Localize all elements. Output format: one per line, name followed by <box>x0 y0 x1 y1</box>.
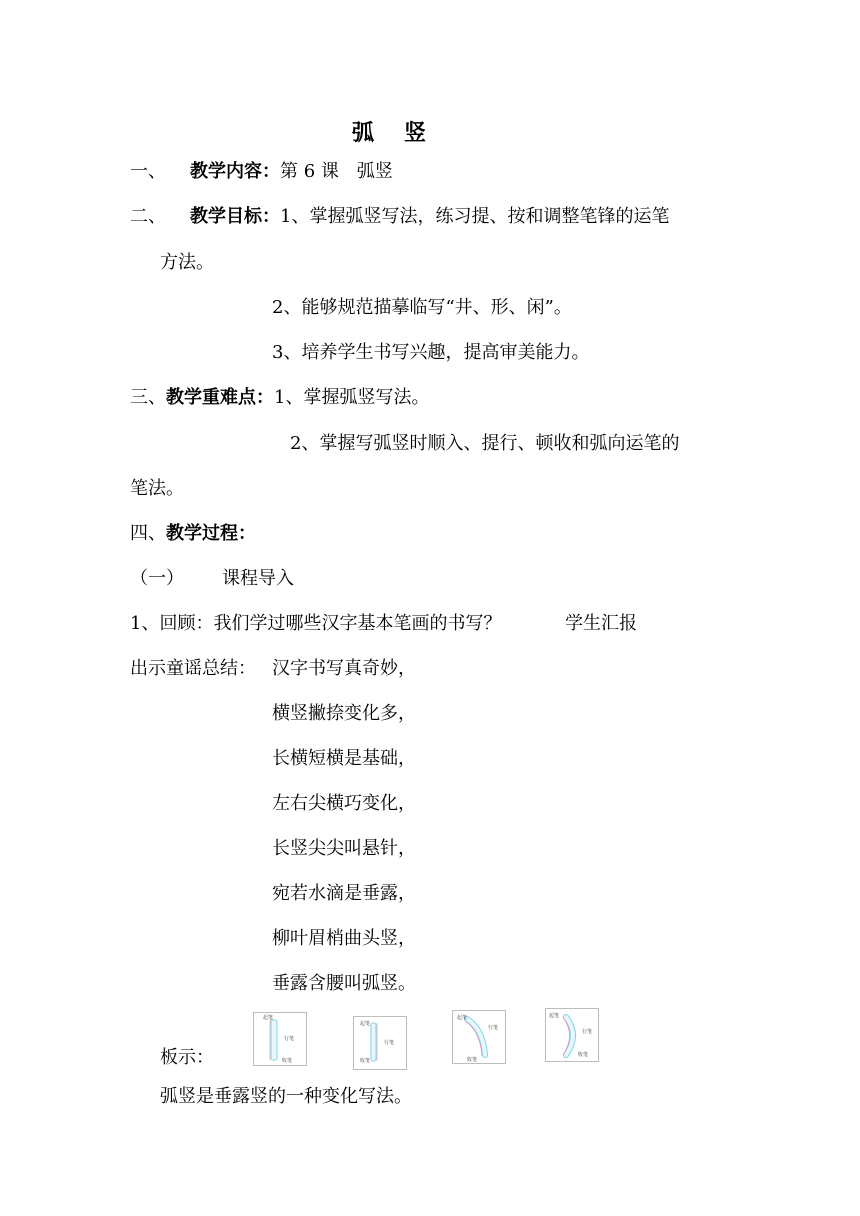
stroke-label-middle: 行笔 <box>284 1036 295 1042</box>
stroke-diagram-1 <box>253 1012 307 1066</box>
rhyme-line: 横竖撇捺变化多， <box>272 703 416 724</box>
section-2 <box>190 205 669 229</box>
title-char-2: 竖 <box>404 120 427 146</box>
stroke-label-end: 收笔 <box>467 1057 478 1063</box>
goal-2: 2、能够规范描摹临写“井、形、闲”。 <box>272 297 572 318</box>
closing-statement: 弧竖是垂露竖的一种变化写法。 <box>160 1086 412 1107</box>
section-1-text: 第 6 课 弧竖 <box>280 161 393 182</box>
stroke-diagram-4 <box>545 1008 599 1062</box>
point-2-line-1: 2、掌握写弧竖时顺入、提行、顿收和弧向运笔的 <box>290 433 680 454</box>
stroke-label-start: 起笔 <box>549 1013 560 1019</box>
stroke-label-start: 起笔 <box>263 1015 274 1021</box>
point-2-line-2: 笔法。 <box>130 478 184 499</box>
part-1-title: 课程导入 <box>222 568 294 589</box>
rhyme-line: 柳叶眉梢曲头竖， <box>272 928 416 949</box>
rhyme-line: 宛若水滴是垂露， <box>272 883 416 904</box>
section-1 <box>190 160 393 184</box>
stroke-label-end: 收笔 <box>282 1058 293 1064</box>
title-char-1: 弧 <box>352 120 375 146</box>
stroke-label-end: 收笔 <box>360 1058 371 1064</box>
stroke-label-start: 起笔 <box>457 1015 468 1021</box>
board-label: 板示： <box>160 1047 214 1068</box>
goal-1-line-1: 1、掌握弧竖写法，练习提、按和调整笔锋的运笔 <box>280 206 670 227</box>
review-question: 1、回顾：我们学过哪些汉字基本笔画的书写？ <box>130 613 502 634</box>
stroke-label-start: 起笔 <box>360 1021 371 1027</box>
rhyme-line: 垂露含腰叫弧竖。 <box>272 973 416 994</box>
rhyme-line: 长横短横是基础， <box>272 748 416 769</box>
rhyme-line: 长竖尖尖叫悬针， <box>272 838 416 859</box>
stroke-label-middle: 行笔 <box>582 1029 593 1035</box>
goal-3: 3、培养学生书写兴趣，提高审美能力。 <box>272 342 590 363</box>
section-3-label: 教学重难点： <box>166 387 274 408</box>
review-response: 学生汇报 <box>565 613 637 634</box>
goal-1-line-2: 方法。 <box>160 252 214 273</box>
section-2-label: 教学目标： <box>190 206 280 227</box>
section-4-label: 教学过程： <box>166 523 256 544</box>
rhyme-line: 汉字书写真奇妙， <box>272 658 416 679</box>
part-1-number: （一） <box>130 568 184 589</box>
stroke-diagram-2 <box>353 1016 407 1070</box>
point-1: 1、掌握弧竖写法。 <box>274 387 430 408</box>
section-3 <box>130 386 429 410</box>
stroke-diagram-3 <box>452 1010 506 1064</box>
section-4-number: 四、 <box>130 523 166 544</box>
section-1-number: 一、 <box>130 161 166 182</box>
section-1-label: 教学内容： <box>190 161 280 182</box>
page-title <box>352 116 426 147</box>
rhyme-line: 左右尖横巧变化， <box>272 793 416 814</box>
stroke-label-end: 收笔 <box>578 1052 589 1058</box>
stroke-label-middle: 行笔 <box>488 1025 499 1031</box>
stroke-label-middle: 行笔 <box>384 1040 395 1046</box>
section-3-number: 三、 <box>130 387 166 408</box>
section-4 <box>130 522 256 546</box>
section-2-number: 二、 <box>130 206 166 227</box>
rhyme-intro: 出示童谣总结： <box>130 658 256 679</box>
